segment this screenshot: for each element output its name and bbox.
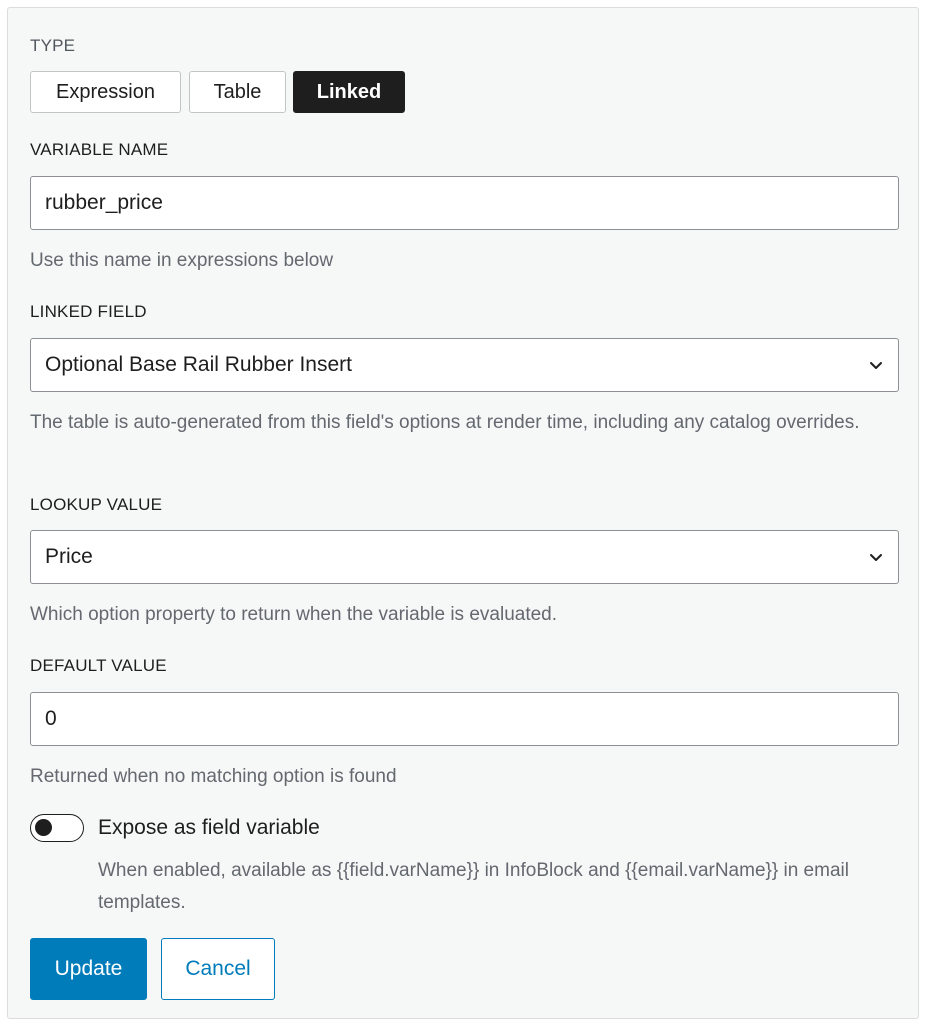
default-value-help: Returned when no matching option is found: [30, 766, 397, 787]
lookup-value-help: Which option property to return when the variable is evaluated.: [30, 604, 558, 625]
update-button[interactable]: Update: [30, 938, 147, 1000]
variable-name-label: VARIABLE NAME: [30, 140, 169, 159]
cancel-button[interactable]: Cancel: [161, 938, 275, 1000]
expose-variable-toggle[interactable]: [30, 814, 84, 842]
chevron-down-icon: [868, 357, 884, 373]
type-label: TYPE: [30, 36, 76, 55]
expose-variable-label: Expose as field variable: [98, 816, 320, 839]
default-value-label: DEFAULT VALUE: [30, 656, 167, 675]
lookup-value-value: Price: [45, 545, 93, 568]
toggle-knob: [35, 819, 52, 836]
type-expression-button[interactable]: Expression: [30, 71, 181, 113]
variable-name-help: Use this name in expressions below: [30, 250, 334, 271]
expose-variable-help: When enabled, available as {{field.varName}} in InfoBlock and {{email.varName}} in email templates.: [98, 860, 849, 913]
lookup-value-label: LOOKUP VALUE: [30, 495, 163, 514]
linked-field-value: Optional Base Rail Rubber Insert: [45, 353, 352, 376]
linked-field-label: LINKED FIELD: [30, 302, 147, 321]
type-table-button[interactable]: Table: [189, 71, 286, 113]
linked-field-help: The table is auto-generated from this field's options at render time, including any catalog overrides.: [30, 412, 860, 433]
variable-editor-panel: [7, 7, 919, 1019]
lookup-value-select[interactable]: [30, 530, 899, 584]
default-value-input[interactable]: [30, 692, 899, 746]
type-linked-button[interactable]: Linked: [293, 71, 405, 113]
chevron-down-icon: [868, 549, 884, 565]
linked-field-select[interactable]: [30, 338, 899, 392]
variable-name-input[interactable]: [30, 176, 899, 230]
